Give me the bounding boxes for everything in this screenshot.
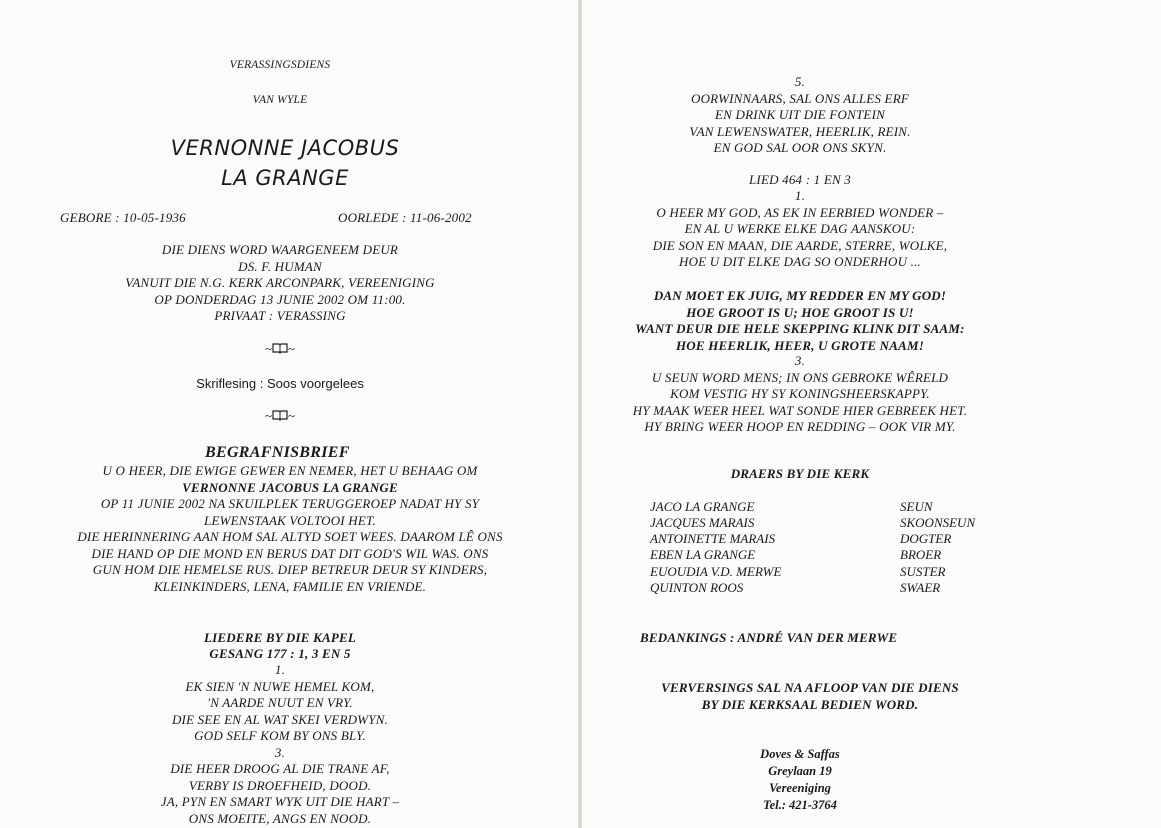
scripture-reading: Skriflesing : Soos voorgelees: [196, 376, 364, 391]
bearer-relation: SUSTER: [900, 564, 946, 579]
bearer-name: ANTOINETTE MARAIS: [650, 531, 776, 546]
letter-line: VERNONNE JACOBUS LA GRANGE: [182, 479, 398, 495]
song-line: JA, PYN EN SMART WYK UIT DIE HART –: [160, 794, 400, 809]
service-details: [60, 242, 500, 325]
verse-line: U SEUN WORD MENS; IN ONS GEBROKE WÊRELD: [651, 369, 949, 385]
bearer-name: JACO LA GRANGE: [650, 499, 755, 514]
service-line: OP DONDERDAG 13 JUNIE 2002 OM 11:00.: [154, 291, 406, 307]
song-line: EK SIEN 'N NUWE HEMEL KOM,: [185, 678, 375, 694]
service-line: DIE DIENS WORD WAARGENEEM DEUR: [161, 242, 399, 257]
deceased-name-line1: VERNONNE JACOBUS: [170, 136, 400, 160]
verse-line: OORWINNAARS, SAL ONS ALLES ERF: [691, 90, 909, 106]
verse-line: HOE U DIT ELKE DAG SO ONDERHOU ...: [679, 254, 921, 269]
verse-5: [630, 74, 970, 157]
service-line: PRIVAAT : VERASSING: [214, 308, 346, 323]
letter-heading: BEGRAFNISBRIEF: [205, 444, 350, 461]
song-line: DIE SEE EN AL WAT SKEI VERDWYN.: [171, 711, 389, 727]
chorus-line: HOE HEERLIK, HEER, U GROTE NAAM!: [675, 337, 925, 353]
credit-line: Vereeniging: [769, 781, 831, 795]
letter-line: LEWENSTAAK VOLTOOI HET.: [204, 512, 376, 528]
death-date: OORLEDE : 11-06-2002: [338, 210, 472, 225]
funeral-letter: [40, 463, 540, 595]
lied-verse-3: [600, 353, 1000, 436]
verse-line: KOM VESTIG HY SY KONINGSHEERSKAPPY.: [670, 386, 930, 401]
service-title: VERASSINGSDIENS: [229, 59, 331, 71]
bearer-relation: DOGTER: [900, 531, 952, 546]
letter-line: U O HEER, DIE EWIGE GEWER EN NEMER, HET U BEHAAG OM: [102, 463, 478, 478]
verse-line: DIE SON EN MAAN, DIE AARDE, STERRE, WOLKE,: [652, 237, 948, 253]
verse-line: EN DRINK UIT DIE FONTEIN: [715, 107, 885, 122]
refreshments-notice: [600, 680, 1020, 713]
verse-line: O HEER MY GOD, AS EK IN EERBIED WONDER –: [656, 204, 944, 220]
chorus: [600, 288, 1000, 354]
verse-line: HY MAAK WEER HEEL WAT SONDE HIER GEBREEK HET.: [632, 402, 968, 418]
verse-line: 5.: [794, 74, 806, 89]
bearer-name: QUINTON ROOS: [650, 580, 744, 595]
notice-line: VERVERSINGS SAL NA AFLOOP VAN DIE DIENS: [661, 680, 959, 695]
deceased-name-line2: LA GRANGE: [221, 166, 349, 190]
verse-line: EN GOD SAL OOR ONS SKYN.: [713, 140, 887, 155]
bearer-name: EUOUDIA V.D. MERWE: [650, 564, 782, 579]
bearers-heading: DRAERS BY DIE KERK: [730, 466, 870, 481]
letter-line: KLEINKINDERS, LENA, FAMILIE EN VRIENDE.: [153, 578, 427, 594]
song-line: 3.: [274, 744, 286, 760]
verse-line: 3.: [794, 353, 806, 368]
song-line: DIE HEER DROOG AL DIE TRANE AF,: [170, 761, 390, 776]
song-verses: [110, 662, 450, 827]
undertaker-credit: [700, 746, 900, 814]
bearer-name: JACQUES MARAIS: [650, 515, 755, 530]
service-line: VANUIT DIE N.G. KERK ARCONPARK, VEREENIGING: [125, 275, 435, 290]
bearer-name: EBEN LA GRANGE: [650, 547, 756, 562]
bearer-relation: SWAER: [900, 580, 941, 595]
bearer-relation: BROER: [900, 547, 942, 562]
lied-verse-1: [600, 188, 1000, 271]
song-line: GOD SELF KOM BY ONS BLY.: [194, 728, 366, 743]
verse-line: VAN LEWENSWATER, HEERLIK, REIN.: [689, 123, 911, 139]
letter-line: OP 11 JUNIE 2002 NA SKUILPLEK TERUGGEROEP NADAT HY SY: [100, 496, 480, 511]
song-line: 'N AARDE NUUT EN VRY.: [207, 695, 353, 710]
credit-line: Doves & Saffas: [760, 747, 840, 761]
notice-line: BY DIE KERKSAAL BEDIEN WORD.: [701, 696, 919, 712]
verse-line: HY BRING WEER HOOP EN REDDING – OOK VIR MY.: [644, 419, 956, 434]
verse-line: 1.: [794, 188, 806, 203]
letter-line: DIE HAND OP DIE MOND EN BERUS DAT DIT GOD'S WIL WAS. ONS: [91, 545, 489, 561]
songs-heading: LIEDERE BY DIE KAPEL: [204, 630, 356, 645]
birth-date: GEBORE : 10-05-1936: [60, 210, 186, 225]
song-line: VERBY IS DROEFHEID, DOOD.: [188, 777, 372, 793]
bearer-relation: SKOONSEUN: [900, 515, 976, 530]
thanks: BEDANKINGS : ANDRÉ VAN DER MERWE: [640, 630, 898, 645]
van-wyle: VAN WYLE: [252, 94, 308, 106]
book-ornament-icon: ~ ~: [264, 341, 296, 356]
chorus-line: WANT DEUR DIE HELE SKEPPING KLINK DIT SAAM:: [635, 321, 965, 336]
chorus-line: DAN MOET EK JUIG, MY REDDER EN MY GOD!: [653, 288, 947, 303]
song-line: ONS MOEITE, ANGS EN NOOD.: [188, 810, 372, 826]
credit-line: Tel.: 421-3764: [763, 798, 837, 812]
letter-line: GUN HOM DIE HEMELSE RUS. DIEP BETREUR DEUR SY KINDERS,: [92, 562, 488, 577]
verse-line: EN AL U WERKE ELKE DAG AANSKOU:: [684, 221, 916, 236]
letter-line: DIE HERINNERING AAN HOM SAL ALTYD SOET WEES. DAAROM LÊ ONS: [77, 529, 503, 544]
chorus-line: HOE GROOT IS U; HOE GROOT IS U!: [686, 304, 914, 320]
bearer-relation: SEUN: [900, 499, 933, 514]
credit-line: Greylaan 19: [768, 764, 832, 778]
gesang-number: GESANG 177 : 1, 3 EN 5: [209, 646, 351, 661]
lied-number: LIED 464 : 1 EN 3: [749, 172, 851, 187]
service-line: DS. F. HUMAN: [238, 258, 322, 274]
book-ornament-icon: ~ ~: [264, 408, 296, 423]
song-line: 1.: [274, 662, 286, 677]
